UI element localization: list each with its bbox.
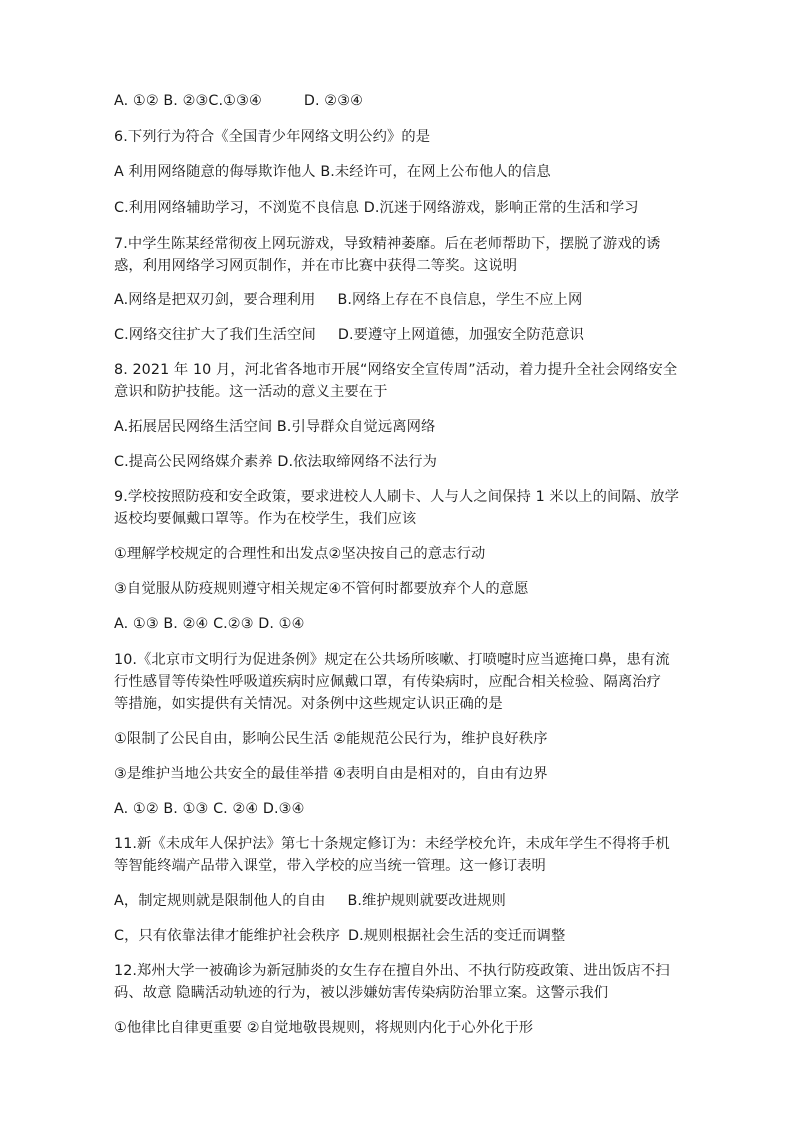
q8-stem-line-1: 8. 2021 年 10 月，河北省各地市开展“网络安全宣传周”活动，着力提升全社会网络安全 bbox=[114, 362, 678, 378]
q11-option-d: D.规则根据社会生活的变迁而调整 bbox=[348, 928, 566, 944]
q6-options-cd: C.利用网络辅助学习，不浏览不良信息 D.沉迷于网络游戏，影响正常的生活和学习 bbox=[114, 200, 639, 216]
q12-stem-line-2: 码、故意 隐瞒活动轨迹的行为，被以涉嫌妨害传染病防治罪立案。这警示我们 bbox=[114, 985, 609, 1001]
q10-items-34: ③是维护当地公共安全的最佳举措 ④表明自由是相对的，自由有边界 bbox=[114, 766, 548, 782]
q7-options-ab bbox=[114, 290, 582, 310]
q7-stem-line-1: 7.中学生陈某经常彻夜上网玩游戏，导致精神萎靡。后在老师帮助下，摆脱了游戏的诱 bbox=[114, 236, 661, 252]
q11-option-c: C，只有依靠法律才能维护社会秩序 bbox=[114, 928, 341, 944]
q9-items-34: ③自觉服从防疫规则遵守相关规定④不管何时都要放弃个人的意愿 bbox=[114, 581, 529, 597]
q8-options-ab: A.拓展居民网络生活空间 B.引导群众自觉远离网络 bbox=[114, 419, 436, 435]
q7-options-cd bbox=[114, 325, 584, 345]
q5-option-d: D. ②③④ bbox=[303, 93, 364, 109]
q9-items-12: ①理解学校规定的合理性和出发点②坚决按自己的意志行动 bbox=[114, 546, 486, 562]
q11-option-a: A，制定规则就是限制他人的自由 bbox=[114, 893, 326, 909]
q12-stem-line-1: 12.郑州大学一被确诊为新冠肺炎的女生存在擅自外出、不执行防疫政策、进出饭店不扫 bbox=[114, 963, 670, 979]
q10-items-12: ①限制了公民自由，影响公民生活 ②能规范公民行为，维护良好秩序 bbox=[114, 731, 548, 747]
q6-stem: 6.下列行为符合《全国青少年网络文明公约》的是 bbox=[114, 129, 431, 145]
q9-options: A. ①③ B. ②④ C.②③ D. ①④ bbox=[114, 616, 305, 632]
q11-stem-line-2: 等智能终端产品带入课堂，带入学校的应当统一管理。这一修订表明 bbox=[114, 858, 546, 874]
q6-options-ab: A 利用网络随意的侮辱欺诈他人 B.未经许可，在网上公布他人的信息 bbox=[114, 164, 551, 180]
q9-stem-line-1: 9.学校按照防疫和安全政策，要求进校人人刷卡、人与人之间保持 1 米以上的间隔、放学 bbox=[114, 489, 680, 505]
q11-option-b: B.维护规则就要改进规则 bbox=[347, 893, 506, 909]
q11-options-cd bbox=[114, 926, 565, 946]
q11-stem-line-1: 11.新《未成年人保护法》第七十条规定修订为：未经学校允许，未成年学生不得将手机 bbox=[114, 836, 670, 852]
q8-options-cd: C.提高公民网络媒介素养 D.依法取缔网络不法行为 bbox=[114, 454, 438, 470]
q10-options: A. ①② B. ①③ C. ②④ D.③④ bbox=[114, 801, 305, 817]
q10-stem-line-1: 10.《北京市文明行为促进条例》规定在公共场所咳嗽、打喷嚏时应当遮掩口鼻，患有流 bbox=[114, 652, 670, 668]
q12-items-12: ①他律比自律更重要 ②自觉地敬畏规则，将规则内化于心外化于形 bbox=[114, 1020, 534, 1036]
q10-stem-line-2: 行性感冒等传染性呼吸道疾病时应佩戴口罩，有传染病时，应配合相关检验、隔离治疗 bbox=[114, 674, 662, 690]
q7-option-a: A.网络是把双刃剑，要合理利用 bbox=[114, 292, 316, 308]
q8-stem-line-2: 意识和防护技能。这一活动的意义主要在于 bbox=[114, 384, 388, 400]
q9-stem-line-2: 返校均要佩戴口罩等。作为在校学生，我们应该 bbox=[114, 511, 417, 527]
q5-option-abc: A. ①② B. ②③C.①③④ bbox=[114, 93, 262, 109]
q5-options bbox=[114, 91, 363, 111]
q7-option-b: B.网络上存在不良信息，学生不应上网 bbox=[337, 292, 583, 308]
q11-options-ab bbox=[114, 891, 506, 911]
q7-option-c: C.网络交往扩大了我们生活空间 bbox=[114, 327, 316, 343]
q7-option-d: D.要遵守上网道德，加强安全防范意识 bbox=[337, 327, 584, 343]
q7-stem-line-2: 惑，利用网络学习网页制作，并在市比赛中获得二等奖。这说明 bbox=[114, 258, 518, 274]
q10-stem-line-3: 等措施，如实提供有关情况。对条例中这些规定认识正确的是 bbox=[114, 696, 503, 712]
